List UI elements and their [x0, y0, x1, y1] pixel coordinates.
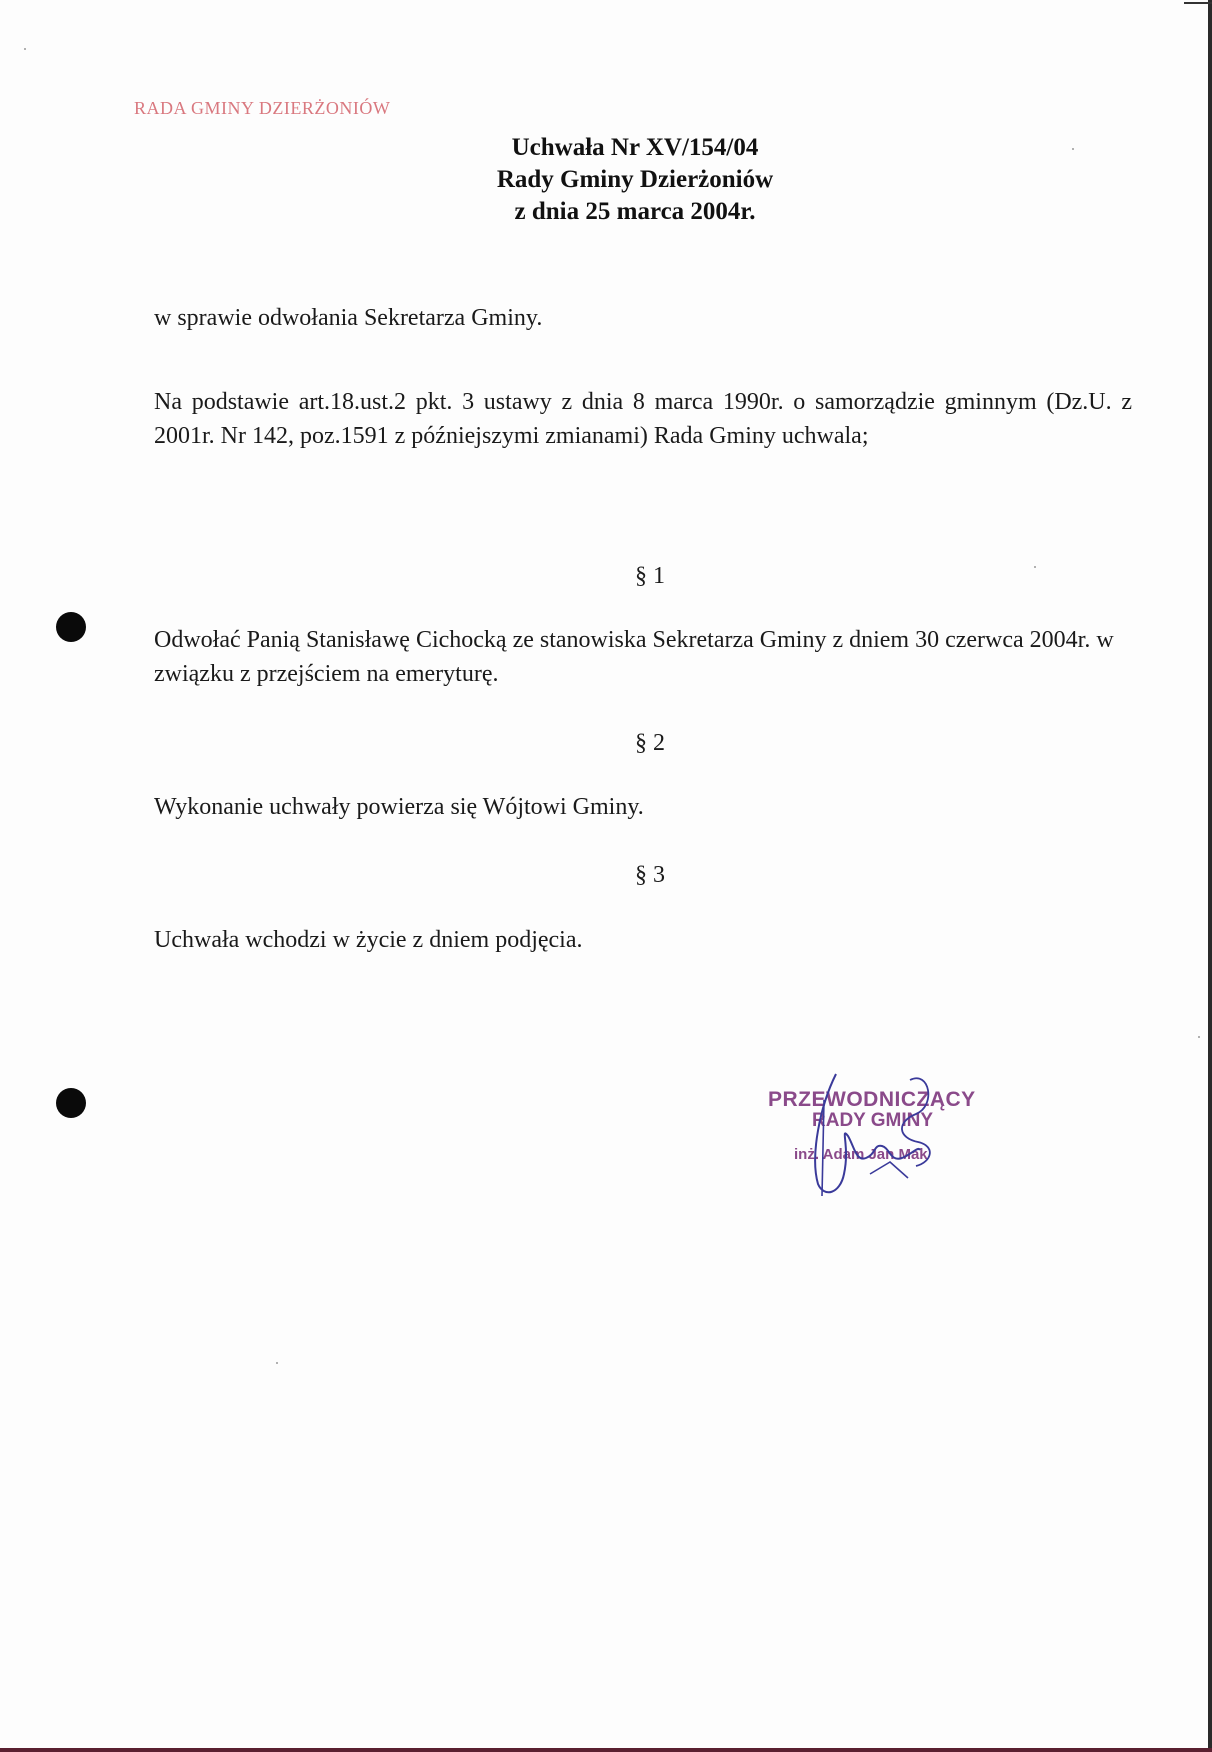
- resolution-subject: w sprawie odwołania Sekretarza Gminy.: [154, 305, 543, 331]
- section-3-mark: § 3: [635, 862, 665, 888]
- section-2-mark: § 2: [635, 730, 665, 756]
- scan-speck: [1034, 566, 1036, 568]
- scan-corner-mark: [1184, 2, 1212, 4]
- resolution-title: [0, 132, 1212, 228]
- legal-basis-paragraph: Na podstawie art.18.ust.2 pkt. 3 ustawy z dnia 8 marca 1990r. o samorządzie gminnym (Dz.U. z 2001r. Nr 142, poz.1591 z późniejszymi zmianami) Rada Gminy uchwala;: [154, 389, 1132, 449]
- resolution-date: z dnia 25 marca 2004r.: [514, 198, 756, 225]
- handwritten-signature: [740, 1066, 1010, 1206]
- punch-hole: [56, 1088, 86, 1118]
- scan-edge-bottom: [0, 1748, 1212, 1752]
- council-header-stamp: RADA GMINY DZIERŻONIÓW: [134, 98, 391, 118]
- stamp-name: inż. Adam Jan Mak: [794, 1146, 928, 1163]
- chairman-signature-stamp: [740, 1066, 1010, 1206]
- signature-stroke: [870, 1162, 908, 1178]
- section-1-mark: § 1: [635, 563, 665, 589]
- stamp-organ: RADY GMINY: [812, 1110, 934, 1131]
- scan-speck: [1072, 148, 1074, 150]
- section-3-text: Uchwała wchodzi w życie z dniem podjęcia.: [154, 927, 583, 953]
- scan-speck: [1198, 1036, 1200, 1038]
- resolution-issuer: Rady Gminy Dzierżoniów: [496, 166, 774, 193]
- section-2-text: Wykonanie uchwały powierza się Wójtowi Gminy.: [154, 794, 644, 820]
- stamp-title: PRZEWODNICZĄCY: [768, 1088, 976, 1111]
- scan-speck: [276, 1362, 278, 1364]
- section-1-text: Odwołać Panią Stanisławę Cichocką ze stanowiska Sekretarza Gminy z dniem 30 czerwca 2004r. w związku z przejściem na emeryturę.: [154, 627, 1114, 687]
- punch-hole: [56, 612, 86, 642]
- scan-speck: [24, 48, 26, 50]
- resolution-number: Uchwała Nr XV/154/04: [511, 134, 759, 161]
